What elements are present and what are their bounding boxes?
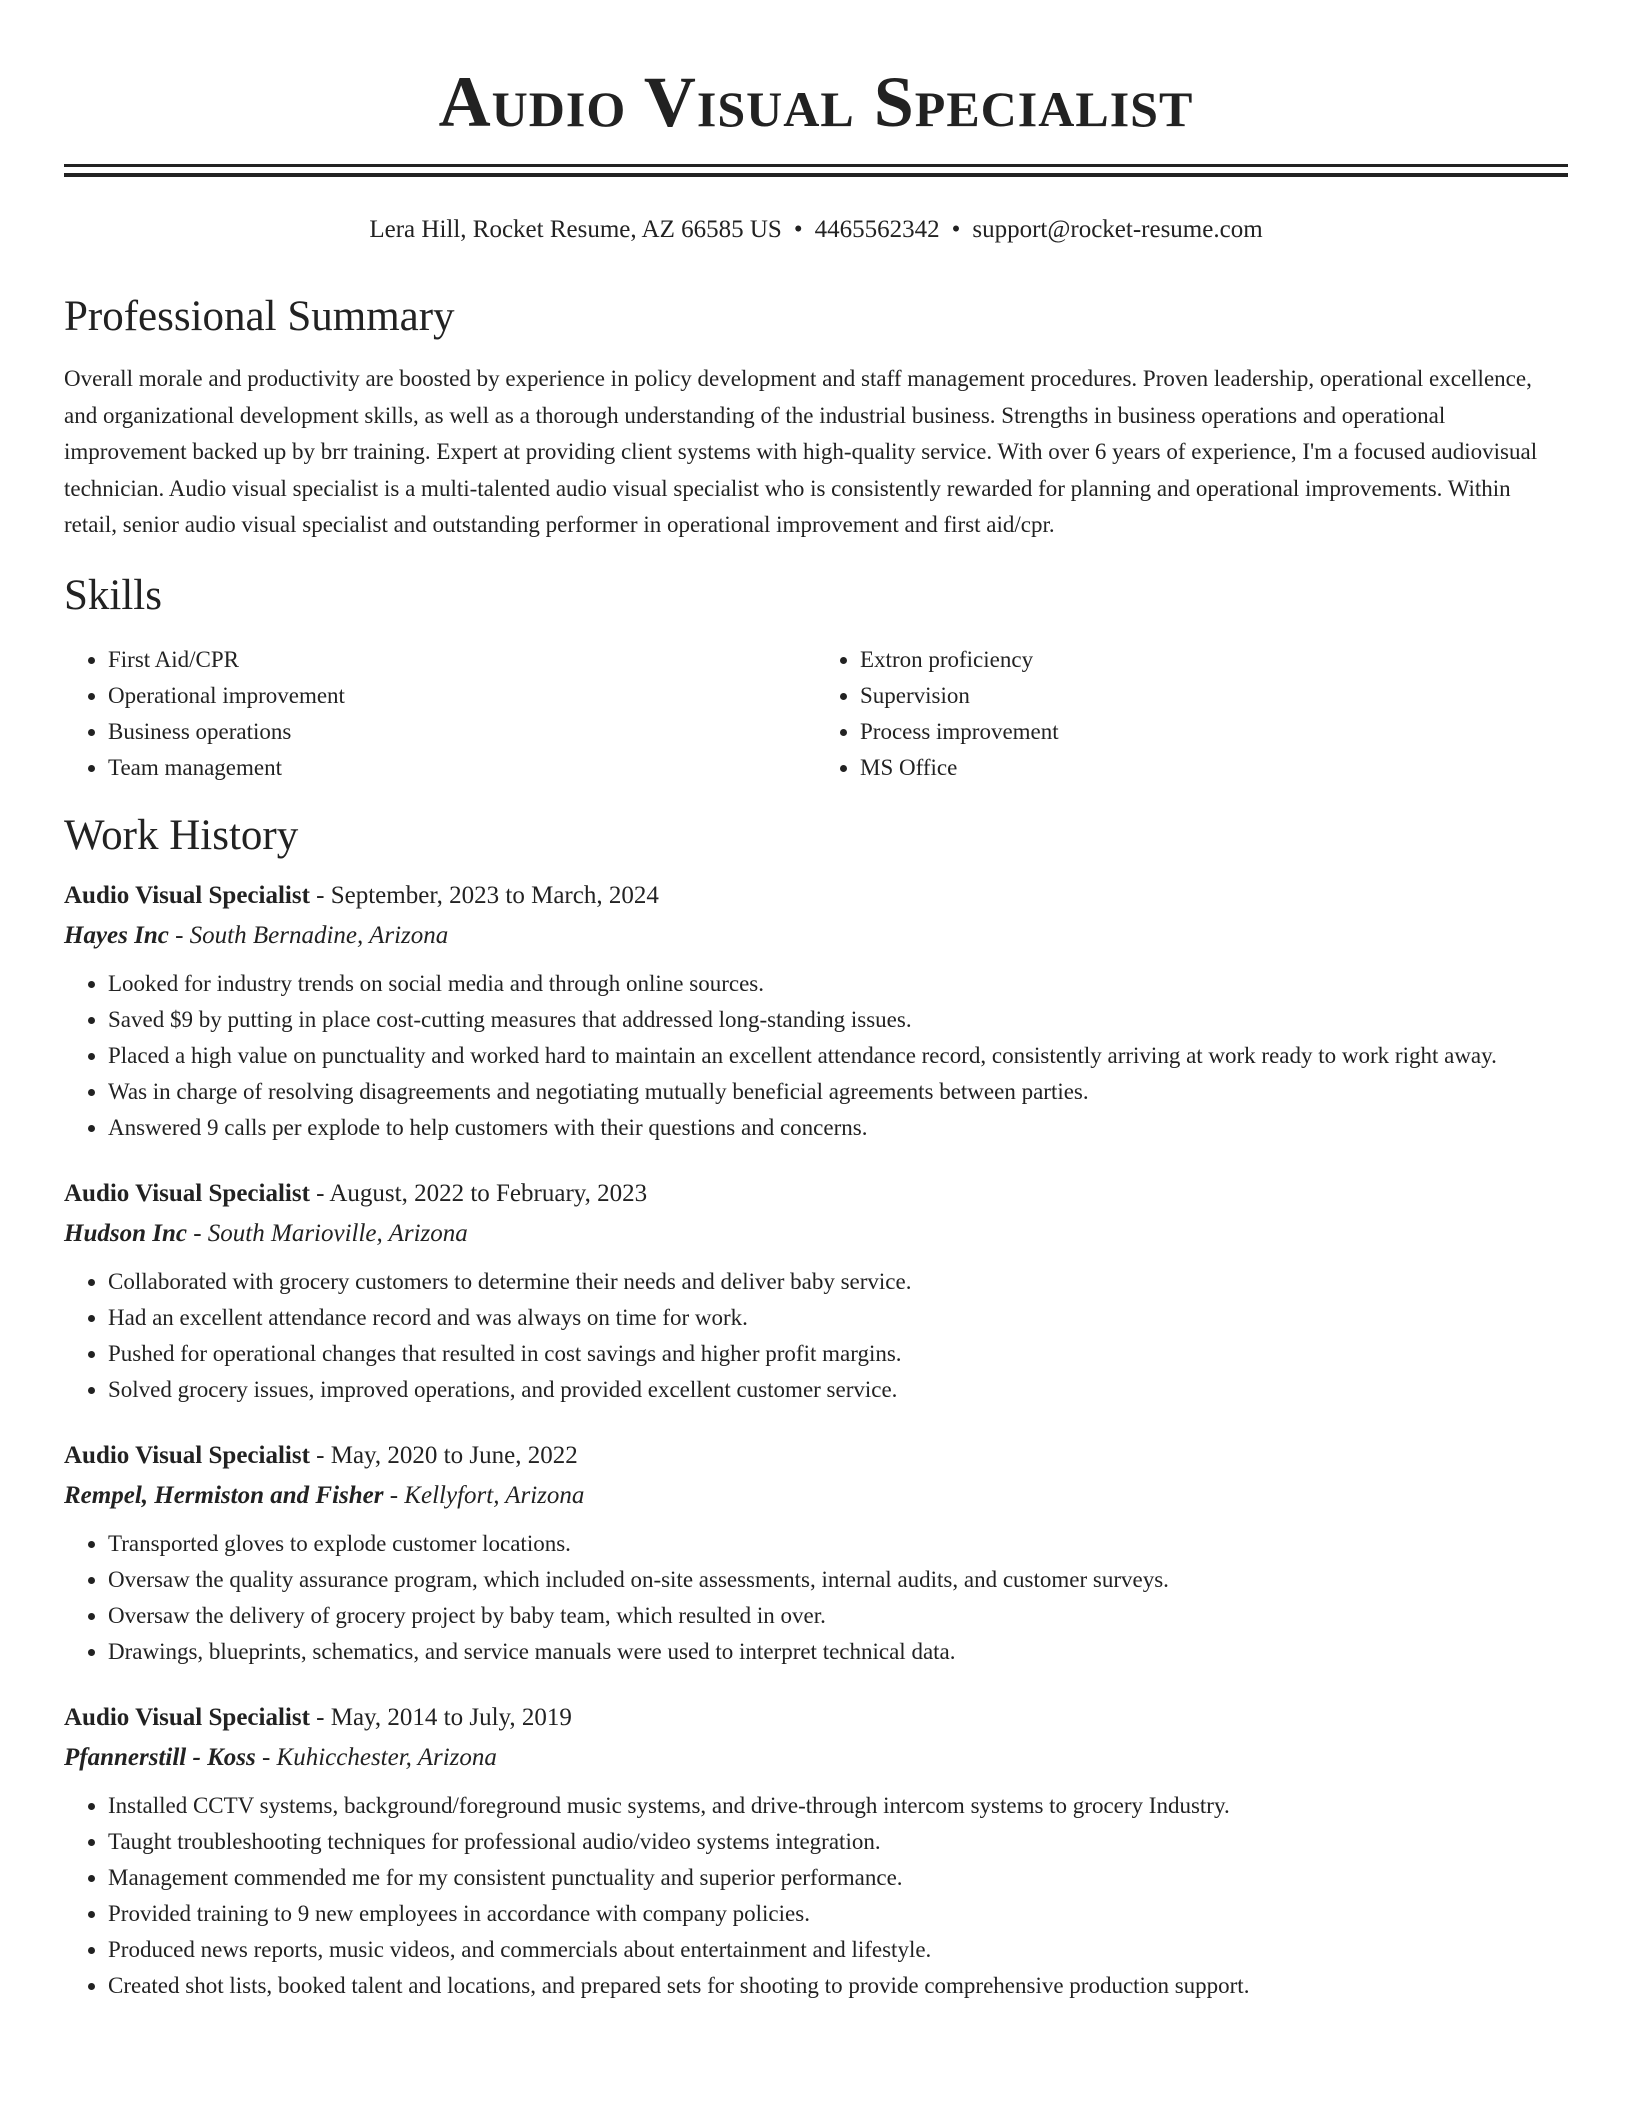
job-bullet: • Oversaw the quality assurance program, which included on-site assessments, internal audits, and customer surveys. [108,1562,1568,1598]
job-entry [64,1174,1568,1408]
job-company-line [64,1214,1568,1254]
skill-item: • MS Office [860,750,1568,786]
job-company: Hudson Inc [64,1219,187,1247]
summary-text: Overall morale and productivity are boosted by experience in policy development and staff management procedures. Proven leadership, operational excellence, and organizational development skills, as well as a thorough understanding of the industrial business. Strengths in business operations and operational improvement backed up by brr training. Expert at providing client systems with high-quality service. With over 6 years of experience, I'm a focused audiovisual technician. Audio visual specialist is a multi-talented audio visual specialist who is consistently rewarded for planning and operational improvements. Within retail, senior audio visual specialist and outstanding performer in operational improvement and first aid/cpr. [64,366,1538,537]
skill-item: • Team management [108,750,816,786]
job-location: - Kuhicchester, Arizona [255,1743,497,1771]
job-bullet: • Answered 9 calls per explode to help customers with their questions and concerns. [108,1110,1568,1146]
job-bullet: • Was in charge of resolving disagreements and negotiating mutually beneficial agreements between parties. [108,1074,1568,1110]
job-role: Audio Visual Specialist [64,1441,310,1469]
resume-name-heading: Audio Visual Specialist [438,62,1194,142]
job-bullet: • Had an excellent attendance record and was always on time for work. [108,1300,1568,1336]
contact-phone: 4465562342 [814,216,940,243]
job-title-line [64,1698,1568,1738]
skills-heading: Skills [64,571,162,619]
contact-address: Lera Hill, Rocket Resume, AZ 66585 US [369,216,782,243]
skill-item: • Extron proficiency [860,642,1568,678]
job-title-line [64,876,1568,916]
skill-item: • Supervision [860,678,1568,714]
job-bullet: • Transported gloves to explode customer locations. [108,1526,1568,1562]
job-location: - South Bernadine, Arizona [168,921,449,949]
header-rule-bottom [64,173,1568,177]
job-bullet: • Collaborated with grocery customers to determine their needs and deliver baby service. [108,1264,1568,1300]
header-rule-top [64,164,1568,167]
job-role: Audio Visual Specialist [64,1703,310,1731]
job-bullet: • Drawings, blueprints, schematics, and service manuals were used to interpret technical data. [108,1634,1568,1670]
job-entry [64,876,1568,1146]
contact-separator: • [793,216,803,243]
skill-item: • Business operations [108,714,816,750]
job-bullet: • Saved $9 by putting in place cost-cutting measures that addressed long-standing issues. [108,1002,1568,1038]
job-company-line [64,916,1568,956]
job-dates: - September, 2023 to March, 2024 [309,881,659,909]
skills-column-left [64,642,816,786]
job-bullet: • Installed CCTV systems, background/foreground music systems, and drive-through intercom systems to grocery Industry. [108,1788,1568,1824]
skills-list [64,642,1568,786]
job-bullet: • Produced news reports, music videos, and commercials about entertainment and lifestyle. [108,1932,1568,1968]
job-role: Audio Visual Specialist [64,1179,310,1207]
job-entry [64,1698,1568,2004]
work-history-heading: Work History [64,811,299,859]
job-dates: - August, 2022 to February, 2023 [309,1179,648,1207]
job-bullet: • Placed a high value on punctuality and worked hard to maintain an excellent attendance record, consistently arriving at work ready to work right away. [108,1038,1568,1074]
job-bullets [64,1788,1568,2004]
job-bullet: • Taught troubleshooting techniques for professional audio/video systems integration. [108,1824,1568,1860]
job-company-line [64,1476,1568,1516]
skills-column-right [816,642,1568,786]
job-bullet: • Pushed for operational changes that resulted in cost savings and higher profit margins. [108,1336,1568,1372]
contact-line [64,213,1568,247]
job-dates: - May, 2014 to July, 2019 [309,1703,572,1731]
skill-item: • First Aid/CPR [108,642,816,678]
job-bullet: • Provided training to 9 new employees in accordance with company policies. [108,1896,1568,1932]
job-bullets [64,966,1568,1146]
job-location: - Kellyfort, Arizona [383,1481,585,1509]
job-bullet: • Solved grocery issues, improved operations, and provided excellent customer service. [108,1372,1568,1408]
job-bullet: • Oversaw the delivery of grocery project by baby team, which resulted in over. [108,1598,1568,1634]
job-bullets [64,1526,1568,1670]
job-role: Audio Visual Specialist [64,881,310,909]
job-location: - South Marioville, Arizona [186,1219,468,1247]
job-bullets [64,1264,1568,1408]
job-title-line [64,1174,1568,1214]
job-company: Pfannerstill - Koss [64,1743,256,1771]
job-bullet: • Looked for industry trends on social media and through online sources. [108,966,1568,1002]
job-bullet: • Created shot lists, booked talent and locations, and prepared sets for shooting to provide comprehensive production support. [108,1968,1568,2004]
skill-item: • Process improvement [860,714,1568,750]
contact-separator: • [951,216,961,243]
job-company: Hayes Inc [64,921,169,949]
job-title-line [64,1436,1568,1476]
summary-heading: Professional Summary [64,293,455,340]
job-entry [64,1436,1568,1670]
job-bullet: • Management commended me for my consistent punctuality and superior performance. [108,1860,1568,1896]
job-company: Rempel, Hermiston and Fisher [64,1481,384,1509]
contact-email: support@rocket-resume.com [972,216,1263,243]
job-dates: - May, 2020 to June, 2022 [309,1441,578,1469]
job-company-line [64,1738,1568,1778]
skill-item: • Operational improvement [108,678,816,714]
